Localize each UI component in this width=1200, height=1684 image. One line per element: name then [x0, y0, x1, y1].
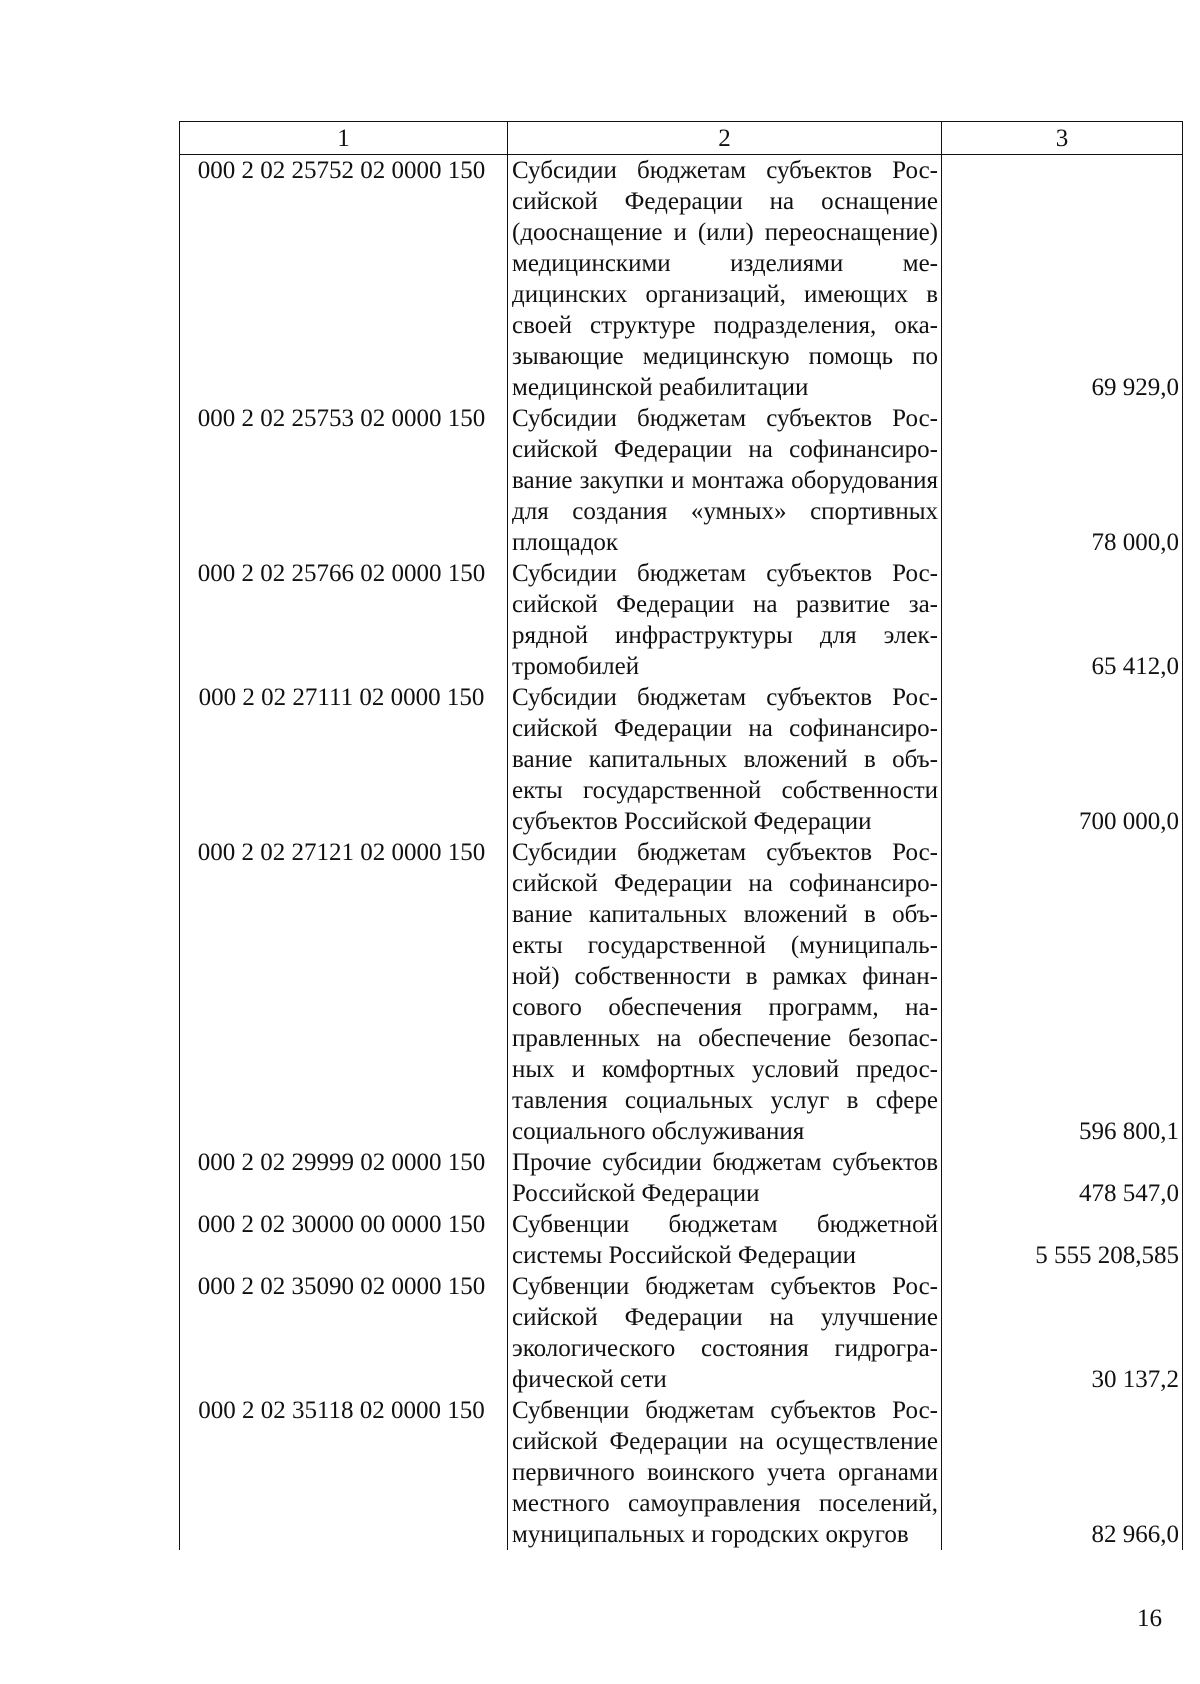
table-row [180, 1209, 1183, 1271]
header-row [180, 122, 1183, 155]
table-row [180, 558, 1183, 682]
table-row [180, 1395, 1183, 1550]
table-row [180, 403, 1183, 558]
budget-code: 000 2 02 25752 02 0000 150 [180, 155, 508, 404]
budget-code: 000 2 02 25766 02 0000 150 [180, 558, 508, 682]
budget-table [179, 121, 1183, 1550]
budget-code: 000 2 02 30000 00 0000 150 [180, 1209, 508, 1271]
amount-value: 69 929,0 [942, 155, 1183, 404]
amount-value: 596 800,1 [942, 837, 1183, 1147]
budget-code: 000 2 02 25753 02 0000 150 [180, 403, 508, 558]
column-header-2: 2 [508, 122, 942, 155]
revenue-description: Субсидии бюджетам субъектов Российской Федерации на развитие зарядной инфраструктуры для электромобилей [508, 558, 942, 682]
page-number: 16 [1137, 1605, 1162, 1632]
column-header-1: 1 [180, 122, 508, 155]
table-header [180, 122, 1183, 155]
amount-value: 82 966,0 [942, 1395, 1183, 1550]
budget-code: 000 2 02 35090 02 0000 150 [180, 1271, 508, 1395]
revenue-description: Субсидии бюджетам субъектов Российской Федерации на софинансирование закупки и монтажа оборудования для создания «умных» спортивных площадок [508, 403, 942, 558]
revenue-description: Субсидии бюджетам субъектов Российской Федерации на софинансирование капитальных вложений в объекты государственной (муниципальной) собственности в рамках финансового обеспечения программ, направленных на обеспечение безопасных и комфортных условий предоставления социальных услуг в сфере социального обслуживания [508, 837, 942, 1147]
revenue-description: Субсидии бюджетам субъектов Российской Федерации на оснащение (дооснащение и (или) переоснащение) медицинскими изделиями медицинских организаций, имеющих в своей структуре подразделения, оказывающие медицинскую помощь по медицинской реабилитации [508, 155, 942, 404]
budget-code: 000 2 02 27111 02 0000 150 [180, 682, 508, 837]
table-row [180, 837, 1183, 1147]
column-header-3: 3 [942, 122, 1183, 155]
table-row [180, 682, 1183, 837]
table-row [180, 1147, 1183, 1209]
amount-value: 65 412,0 [942, 558, 1183, 682]
table-row [180, 155, 1183, 404]
amount-value: 5 555 208,585 [942, 1209, 1183, 1271]
revenue-description: Субвенции бюджетам бюджетной системы Российской Федерации [508, 1209, 942, 1271]
amount-value: 700 000,0 [942, 682, 1183, 837]
revenue-description: Субвенции бюджетам субъектов Российской Федерации на осуществление первичного воинского учета органами местного самоуправления поселений, муниципальных и городских округов [508, 1395, 942, 1550]
amount-value: 478 547,0 [942, 1147, 1183, 1209]
budget-code: 000 2 02 27121 02 0000 150 [180, 837, 508, 1147]
budget-code: 000 2 02 29999 02 0000 150 [180, 1147, 508, 1209]
revenue-description: Субсидии бюджетам субъектов Российской Федерации на софинансирование капитальных вложений в объекты государственной собственности субъектов Российской Федерации [508, 682, 942, 837]
revenue-description: Прочие субсидии бюджетам субъектов Российской Федерации [508, 1147, 942, 1209]
budget-code: 000 2 02 35118 02 0000 150 [180, 1395, 508, 1550]
table-row [180, 1271, 1183, 1395]
revenue-description: Субвенции бюджетам субъектов Российской Федерации на улучшение экологического состояния гидрографической сети [508, 1271, 942, 1395]
amount-value: 30 137,2 [942, 1271, 1183, 1395]
table-body [180, 155, 1183, 1551]
amount-value: 78 000,0 [942, 403, 1183, 558]
